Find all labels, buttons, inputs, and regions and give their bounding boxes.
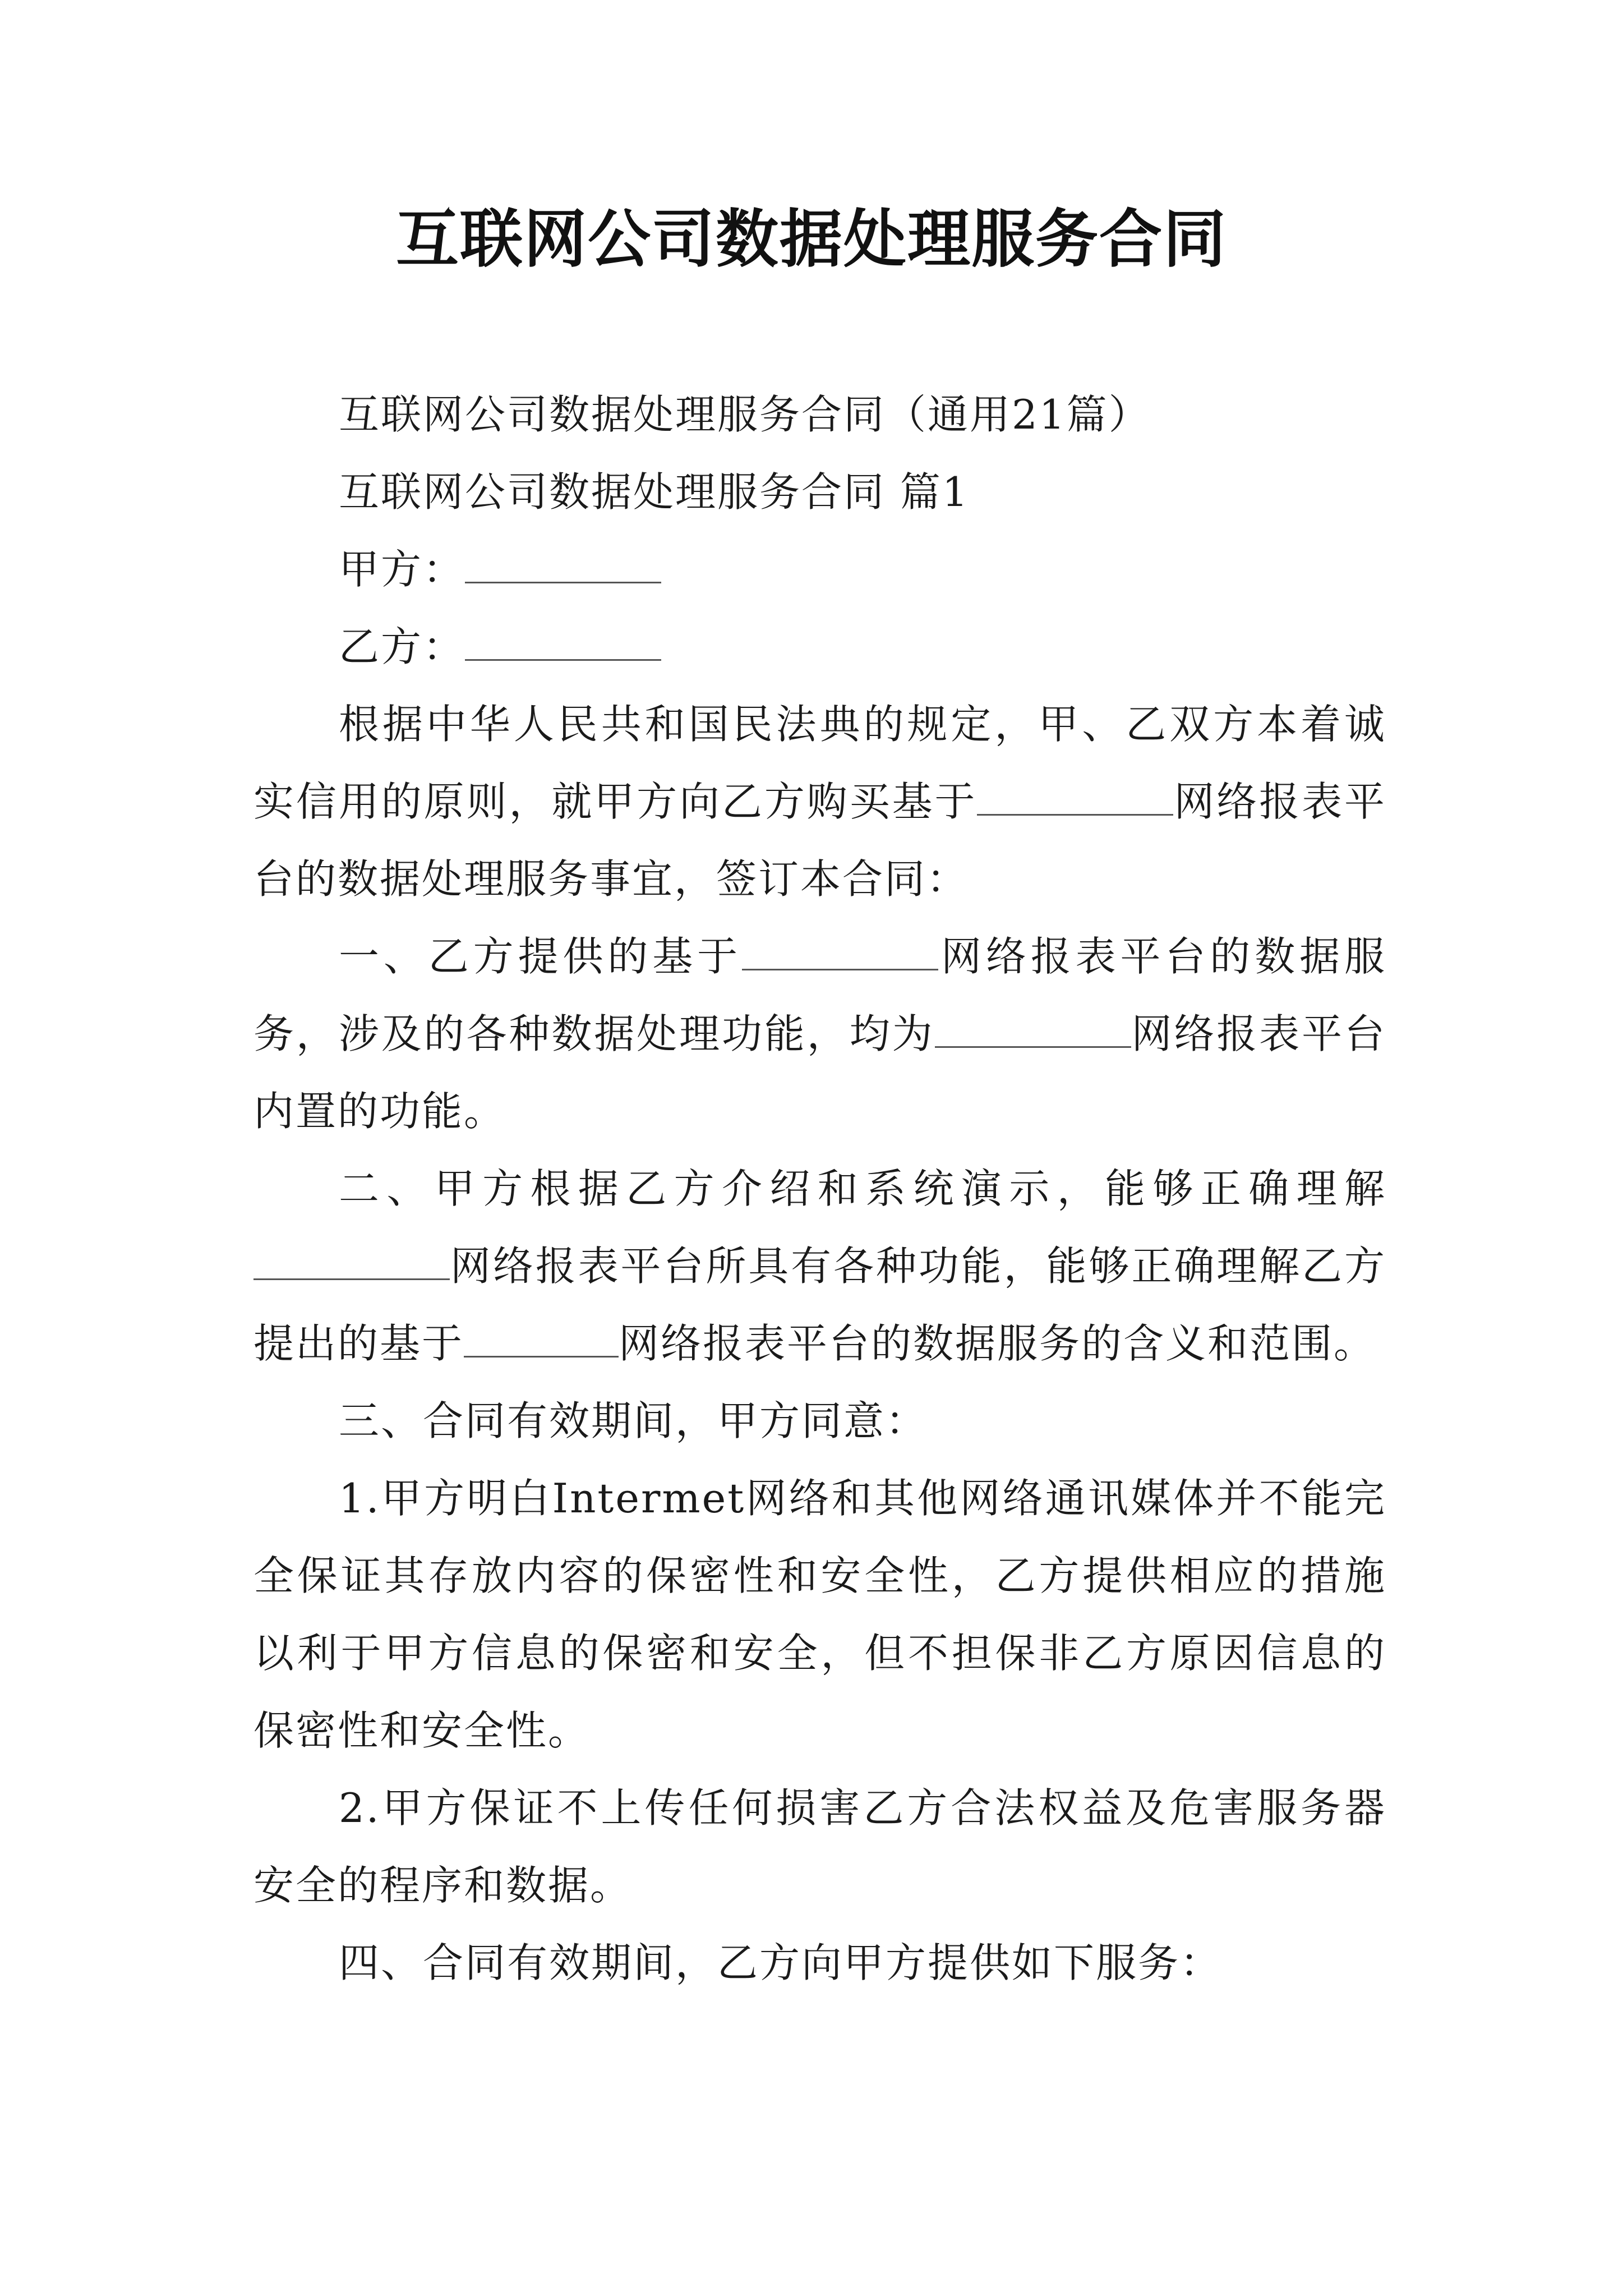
- document-body: [253, 376, 1386, 2001]
- document-subtitle: [253, 376, 1386, 453]
- intro-paragraph: [253, 685, 1386, 918]
- clause-1-text-3: 网络报表平台内置的功能。: [253, 1010, 1386, 1135]
- clause-1-blank-1: [742, 932, 938, 970]
- clause-2-text-1: 二、甲方根据乙方介绍和系统演示，能够正确理解: [339, 1165, 1386, 1212]
- party-b-line: [253, 608, 1386, 685]
- clause-2: [253, 1150, 1386, 1382]
- section-heading-text: 互联网公司数据处理服务合同 篇1: [339, 468, 970, 516]
- intro-text-1: 根据中华人民共和国民法典的规定，甲、乙双方本着诚实信用的原则，就甲方向乙方购买基于: [253, 701, 1386, 825]
- party-a-line: [253, 531, 1386, 608]
- clause-3-heading-text: 三、合同有效期间，甲方同意：: [339, 1397, 928, 1444]
- intro-blank: [977, 777, 1173, 816]
- section-heading: [253, 453, 1386, 531]
- clause-2-text-2: 网络报表平台所具有各种功能，能够正确理解乙方提出的基于: [253, 1243, 1386, 1367]
- clause-1-blank-2: [935, 1010, 1131, 1048]
- party-a-blank: [465, 545, 661, 583]
- party-a-label: 甲方：: [339, 546, 465, 593]
- clause-4-heading-text: 四、合同有效期间，乙方向甲方提供如下服务：: [339, 1939, 1223, 1986]
- document-title: 互联网公司数据处理服务合同: [396, 203, 1227, 276]
- party-b-blank: [465, 623, 661, 661]
- clause-3-item-2-text: 2.甲方保证不上传任何损害乙方合法权益及危害服务器安全的程序和数据。: [253, 1784, 1386, 1909]
- subtitle-text: 互联网公司数据处理服务合同（通用21篇）: [339, 391, 1151, 438]
- clause-3-heading: [253, 1382, 1386, 1460]
- clause-3-item-1: [253, 1460, 1386, 1769]
- clause-1-text-1: 一、乙方提供的基于: [339, 933, 743, 980]
- clause-1: [253, 918, 1386, 1150]
- clause-2-blank-1: [253, 1242, 450, 1280]
- clause-4-heading: [253, 1924, 1386, 2001]
- clause-2-blank-2: [464, 1319, 619, 1358]
- clause-1-text-2: 网络报表平台的数据服务，涉及的各种数据处理功能，均为: [253, 933, 1386, 1057]
- party-b-label: 乙方：: [339, 623, 465, 670]
- intro-text-2: 网络报表平台的数据处理服务事宜，签订本合同：: [253, 778, 1386, 903]
- clause-3-item-1-text: 1.甲方明白Intermet网络和其他网络通讯媒体并不能完全保证其存放内容的保密性和安全性，乙方提供相应的措施以利于甲方信息的保密和安全，但不担保非乙方原因信息的保密性和安全性。: [253, 1475, 1386, 1754]
- clause-3-item-2: [253, 1769, 1386, 1924]
- clause-2-text-3: 网络报表平台的数据服务的含义和范围。: [619, 1320, 1376, 1367]
